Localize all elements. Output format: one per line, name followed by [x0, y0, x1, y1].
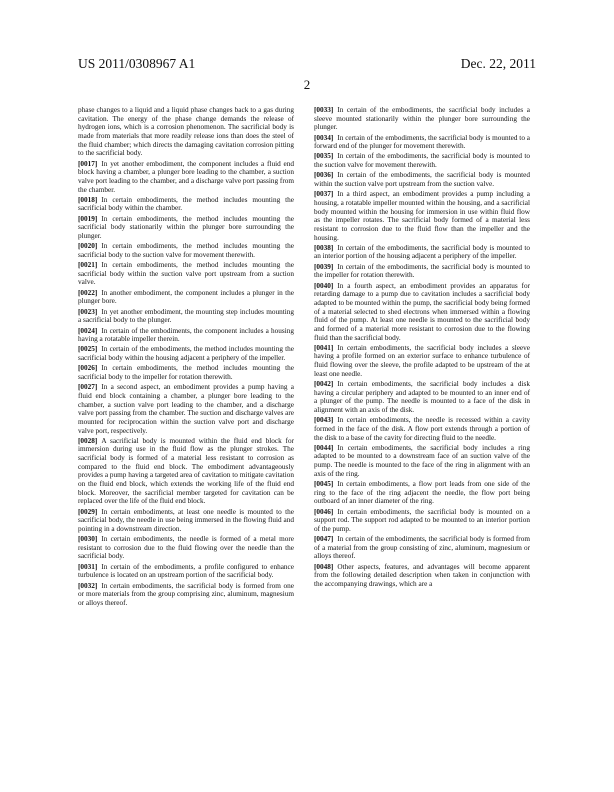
paragraph-text: In certain embodiments, the method includes mounting the sacrificial body to the impeller for rotation therewith. — [78, 364, 294, 381]
paragraph-number: [0023] — [78, 307, 98, 316]
paragraph-number: [0025] — [78, 345, 98, 354]
paragraph-text: In certain embodiments, the method includes mounting the sacrificial body within the chamber. — [78, 195, 294, 213]
paragraph — [78, 261, 294, 287]
paragraph — [314, 263, 530, 280]
paragraph-number: [0035] — [314, 152, 334, 161]
paragraph-text: In certain embodiments, the sacrificial body is formed from one or more materials from the group comprising zinc, aluminum, magnesium or alloys thereof. — [78, 581, 294, 607]
paragraph — [314, 380, 530, 415]
paragraph-number: [0024] — [78, 326, 98, 335]
right-column — [314, 106, 530, 590]
page-number: 2 — [303, 77, 311, 92]
paragraph — [78, 582, 294, 608]
paragraph-number: [0027] — [78, 383, 98, 392]
paragraph-number: [0028] — [78, 436, 98, 445]
paragraph — [314, 152, 530, 169]
paragraph-number: [0020] — [78, 242, 98, 251]
paragraph-text: In certain embodiments, a flow port leads from one side of the ring to the face of the ring adjacent the needle, the flow port being outboard of an inner diameter of the ring. — [314, 480, 530, 506]
paragraph-text: In certain embodiments, the method includes mounting the sacrificial body within the suction valve port upstream from a suction valve. — [78, 261, 294, 287]
paragraph-number: [0031] — [78, 562, 98, 571]
paragraph — [78, 215, 294, 241]
paragraph-text: In a second aspect, an embodiment provides a pump having a fluid end block containing a chamber, a plunger bore leading to the chamber, a suction valve port leading to the chamber, and a discharge valve port passing from the chamber. The suction and discharge valves are mounted for reciprocation within the suction valve port and discharge valve port, respectively. — [78, 383, 294, 435]
paragraph — [78, 535, 294, 561]
paragraph-text: A sacrificial body is mounted within the fluid end block for immersion during use in the fluid flow as the plunger strokes. The sacrificial body is formed of a material less resistant to corrosion as compared to the fluid end block. The embodiment advantageously provides a pump having a targeted area of cavitation to mitigate cavitation on the fluid end block, which extends the working life of the fluid end block. Moreover, the sacrificial member targeted for cavitation can be replaced over the life of the fluid end block. — [78, 436, 294, 506]
paragraph-number: [0043] — [314, 416, 334, 425]
paragraph — [78, 106, 294, 158]
paragraph-number: [0047] — [314, 535, 334, 544]
paragraph-text: Other aspects, features, and advantages will become apparent from the following detailed description when taken in conjunction with the accompanying drawings, which are a — [314, 562, 530, 589]
paragraph-number: [0030] — [78, 535, 98, 544]
paragraph — [314, 134, 530, 151]
paragraph-text: phase changes to a liquid and a liquid phase changes back to a gas during cavitation. The energy of the phase change demands the release of hydrogen ions, which is a corrosion phenomenon. The sacrificial body is made from materials that more readily release ions than does the steel of the fluid chamber; which directs the damaging cavitation corrosion pitting to the sacrificial body. — [78, 106, 294, 158]
paragraph-text: In certain of the embodiments, the component includes a housing having a rotatable impeller therein. — [78, 326, 294, 344]
paragraph-number: [0040] — [314, 281, 334, 290]
paragraph — [314, 444, 530, 479]
paragraph-number: [0037] — [314, 190, 334, 199]
paragraph — [314, 171, 530, 188]
paragraph-text: In certain of the embodiments, the sacrificial body is mounted to the suction valve for movement therewith. — [314, 152, 530, 170]
paragraph-number: [0022] — [78, 288, 98, 297]
paragraph-text: In a third aspect, an embodiment provides a pump including a housing, a rotatable impeller mounted within the housing, and a sacrificial body mounted within the housing for immersion in use within fluid flow as the impeller rotates. The sacrificial body formed of a material less resistant to corrosion due to the fluid flow than the impeller and the housing. — [314, 190, 530, 242]
paragraph — [78, 437, 294, 506]
paragraph-text: In certain embodiments, the sacrificial body is mounted on a support rod. The support rod adapted to be mounted to an interior portion of the pump. — [314, 507, 530, 533]
paragraph-number: [0036] — [314, 171, 334, 180]
paragraph-text: In certain of the embodiments, the sacrificial body is mounted to the impeller for rotation therewith. — [314, 262, 530, 280]
publication-date: Dec. 22, 2011 — [460, 56, 536, 71]
paragraph — [78, 327, 294, 344]
paragraph-text: In certain of the embodiments, the sacrificial body is mounted to a forward end of the plunger for movement therewith. — [314, 133, 530, 151]
paragraph — [314, 282, 530, 343]
paragraph-text: In certain of the embodiments, the method includes mounting the sacrificial body within the housing adjacent a periphery of the impeller. — [78, 345, 294, 363]
paragraph-number: [0039] — [314, 262, 334, 271]
paragraph-text: In certain embodiments, the sacrificial body includes a sleeve having a profile formed on an exterior surface to enhance turbulence of fluid flowing over the sleeve, the profile adapted to be upstream of the at least one needle. — [314, 343, 530, 378]
paragraph — [78, 508, 294, 534]
paragraph-text: In certain of the embodiments, the sacrificial body is mounted to an interior portion of the housing adjacent a periphery of the impeller. — [314, 243, 530, 261]
paragraph-number: [0032] — [78, 581, 98, 590]
paragraph-number: [0019] — [78, 214, 98, 223]
left-column — [78, 106, 294, 609]
paragraph — [78, 563, 294, 580]
paragraph-text: In certain embodiments, the sacrificial body includes a disk having a circular periphery and adapted to be mounted to an inner end of a plunger of the pump. The needle is mounted to a face of the disk in alignment with an axis of the disk. — [314, 380, 530, 414]
paragraph-number: [0041] — [314, 343, 334, 352]
paragraph-text: In certain embodiments, the method includes mounting the sacrificial body stationarily within the plunger bore surrounding the plunger. — [78, 214, 294, 240]
paragraph-number: [0021] — [78, 261, 98, 270]
paragraph — [314, 563, 530, 589]
paragraph-number: [0034] — [314, 133, 334, 142]
paragraph-text: In certain of the embodiments, the sacrificial body is mounted within the suction valve port upstream from the suction valve. — [314, 171, 530, 189]
paragraph-text: In a fourth aspect, an embodiment provides an apparatus for retarding damage to a pump due to cavitation includes a sacrificial body adapted to be mounted within the pump, the sacrificial body being formed of a material selected to shed electrons when immersed within a flowing fluid of the pump. At least one needle is mounted to the sacrificial body and formed of a material more resistant to corrosion due to the flowing fluid than the sacrificial body. — [314, 281, 530, 342]
paragraph-text: In yet another embodiment, the component includes a fluid end block having a chamber, a plunger bore leading to the chamber, a suction valve port leading to the chamber, and a discharge valve port passing from the chamber. — [78, 159, 294, 194]
paragraph — [314, 190, 530, 242]
paragraph — [78, 308, 294, 325]
paragraph-text: In yet another embodiment, the mounting step includes mounting a sacrificial body to the plunger. — [78, 307, 294, 325]
paragraph-number: [0026] — [78, 364, 98, 373]
paragraph-text: In certain embodiments, the needle is formed of a metal more resistant to corrosion due to the fluid flowing over the needle than the sacrificial body. — [78, 535, 294, 561]
paragraph-number: [0044] — [314, 443, 334, 452]
paragraph-text: In certain embodiments, the sacrificial body includes a ring adapted to be mounted to a downstream face of an suction valve of the pump. The needle is mounted to the face of the ring in alignment with an axis of the ring. — [314, 443, 530, 478]
paragraph-number: [0042] — [314, 380, 334, 389]
paragraph-text: In certain of the embodiments, the sacrificial body includes a sleeve mounted stationarily within the plunger bore surrounding the plunger. — [314, 106, 530, 132]
paragraph-text: In certain embodiments, at least one needle is mounted to the sacrificial body, the needle in use being immersed in the flowing fluid and pointing in a downstream direction. — [78, 507, 294, 533]
paragraph-text: In certain embodiments, the method includes mounting the sacrificial body to the suction valve for movement therewith. — [78, 242, 294, 259]
paragraph — [78, 196, 294, 213]
paragraph-text: In certain of the embodiments, the sacrificial body is formed from of a material from the group consisting of zinc, aluminum, magnesium or alloys thereof. — [314, 535, 530, 561]
paragraph-number: [0038] — [314, 243, 334, 252]
paragraph-number: [0018] — [78, 195, 98, 204]
paragraph — [314, 480, 530, 506]
paragraph — [314, 244, 530, 261]
paragraph — [314, 344, 530, 379]
paragraph — [314, 535, 530, 561]
paragraph — [78, 364, 294, 381]
paragraph-number: [0029] — [78, 507, 98, 516]
paragraph — [314, 416, 530, 442]
paragraph-number: [0017] — [78, 159, 98, 168]
paragraph-text: In certain embodiments, the needle is recessed within a cavity formed in the face of the disk. A flow port extends through a portion of the disk to a base of the cavity for directing fluid to the needle. — [314, 416, 530, 442]
paragraph — [314, 106, 530, 132]
patent-number: US 2011/0308967 A1 — [78, 56, 196, 71]
paragraph — [314, 508, 530, 534]
paragraph-number: [0048] — [314, 562, 334, 571]
paragraph-number: [0033] — [314, 106, 334, 114]
paragraph — [78, 383, 294, 435]
paragraph — [78, 242, 294, 259]
paragraph — [78, 160, 294, 195]
paragraph-number: [0046] — [314, 507, 334, 516]
paragraph — [78, 289, 294, 306]
paragraph-number: [0045] — [314, 480, 334, 489]
paragraph — [78, 345, 294, 362]
paragraph-text: In another embodiment, the component includes a plunger in the plunger bore. — [78, 288, 294, 306]
paragraph-text: In certain of the embodiments, a profile configured to enhance turbulence is located on an upstream portion of the sacrificial body. — [78, 562, 294, 580]
